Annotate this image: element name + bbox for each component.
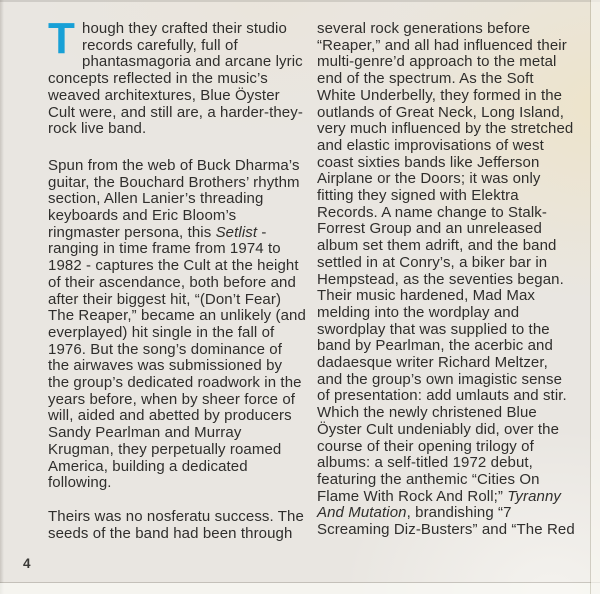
text-line: following.: [48, 474, 112, 492]
text-line: will, aided and abetted by producers: [48, 407, 292, 425]
text-line: the airwaves was submissioned by: [48, 357, 283, 375]
text-line: years before, when by sheer force of: [48, 390, 296, 408]
text-line: records carefully, full of: [82, 36, 238, 54]
text-line: several rock generations before: [317, 20, 531, 37]
text-line: Flame With Rock And Roll;” Tyranny: [317, 487, 562, 505]
text-line: Cult were, and still are, a harder-they-: [48, 103, 303, 121]
text-line: And Mutation, brandishing “7: [317, 504, 512, 522]
text-line: ringmaster persona, this Setlist -: [48, 223, 267, 241]
text-line: The Reaper,” became an unlikely (and: [48, 307, 306, 325]
text-line: the group’s dedicated roadwork in the: [48, 374, 302, 392]
text-line: Spun from the web of Buck Dharma’s: [48, 156, 300, 174]
text-line: section, Allen Lanier’s threading: [48, 190, 264, 208]
text-line: seeds of the band had been through: [48, 524, 293, 542]
scan-strip-right: [591, 0, 600, 594]
text-line: dadaesque writer Richard Meltzer,: [317, 354, 548, 372]
text-line: 1982 - captures the Cult at the height: [48, 257, 299, 275]
text-line: very much influenced by the stretched: [317, 120, 574, 138]
text-line: guitar, the Bouchard Brothers’ rhythm: [48, 173, 300, 191]
text-line: Theirs was no nosferatu success. The: [48, 507, 304, 525]
paragraph-nosferatu: [48, 509, 312, 542]
text-line: hough they crafted their studio: [82, 20, 287, 37]
text-line: multi-genre’d approach to the metal: [317, 53, 557, 71]
paragraph-history: [317, 21, 585, 539]
text-line: Hempstead, as the seventies began.: [317, 270, 564, 288]
text-line: of their ascendance, both before and: [48, 273, 296, 291]
scan-edge-right: [590, 0, 591, 594]
text-line: end of the spectrum. As the Soft: [317, 70, 534, 88]
text-line: Forrest Group and an unreleased: [317, 220, 542, 238]
text-line: America, building a dedicated: [48, 457, 248, 475]
text-line: Which the newly christened Blue: [317, 404, 537, 422]
left-column: [48, 14, 312, 542]
text-line: albums: a self-titled 1972 debut,: [317, 454, 533, 472]
text-line: album set them adrift, and the band: [317, 237, 557, 255]
text-line: White Underbelly, they formed in the: [317, 86, 563, 104]
text-line: rock live band.: [48, 120, 147, 138]
page-number: 4: [23, 556, 31, 571]
text-line: course of their opening trilogy of: [317, 437, 534, 455]
paragraph-setlist: [48, 158, 312, 492]
right-column: [317, 21, 585, 539]
text-line: melding into the wordplay and: [317, 303, 520, 321]
text-line: Krugman, they perpetually roamed: [48, 440, 282, 458]
text-line: Screaming Diz-Busters” and “The Red: [317, 521, 575, 539]
text-line: settled in at Conry’s, a biker bar in: [317, 253, 548, 271]
text-line: featuring the anthemic “Cities On: [317, 470, 540, 488]
text-line: ranging in time frame from 1974 to: [48, 240, 281, 258]
text-line: and elastic improvisations of west: [317, 136, 544, 154]
text-line: everplayed) hit single in the fall of: [48, 323, 275, 341]
text-line: fitting they signed with Elektra: [317, 187, 519, 205]
drop-cap-letter: T: [48, 14, 75, 63]
text-line: of presentation: add umlauts and stir.: [317, 387, 567, 405]
text-line: Sandy Pearlman and Murray: [48, 424, 242, 442]
text-line: weaved architextures, Blue Öyster: [48, 86, 280, 104]
text-line: concepts reflected in the music’s: [48, 70, 268, 88]
scan-fold-line-bottom: [0, 582, 600, 583]
text-line: band by Pearlman, the acerbic and: [317, 337, 553, 355]
text-line: phantasmagoria and arcane lyric: [82, 53, 303, 71]
text-line: outlands of Great Neck, Long Island,: [317, 103, 565, 121]
scan-edge-top: [0, 0, 600, 2]
text-line: “Reaper,” and all had influenced their: [317, 36, 567, 54]
text-line: and the group’s own imagistic sense: [317, 370, 563, 388]
text-line: 1976. But the song’s dominance of: [48, 340, 283, 358]
text-line: Airplane or the Doors; it was only: [317, 170, 541, 188]
text-line: Öyster Cult undeniably did, over the: [317, 420, 560, 438]
text-line: swordplay that was supplied to the: [317, 320, 550, 338]
text-line: after their biggest hit, “(Don’t Fear): [48, 290, 282, 308]
text-line: Their music hardened, Mad Max: [317, 287, 535, 305]
scan-edge-left: [0, 0, 4, 594]
text-line: Records. A name change to Stalk-: [317, 203, 547, 221]
scan-strip-bottom: [0, 583, 600, 594]
text-line: coast sixties bands like Jefferson: [317, 153, 540, 171]
text-line: keyboards and Eric Bloom’s: [48, 207, 237, 225]
paragraph-intro: [48, 14, 312, 138]
